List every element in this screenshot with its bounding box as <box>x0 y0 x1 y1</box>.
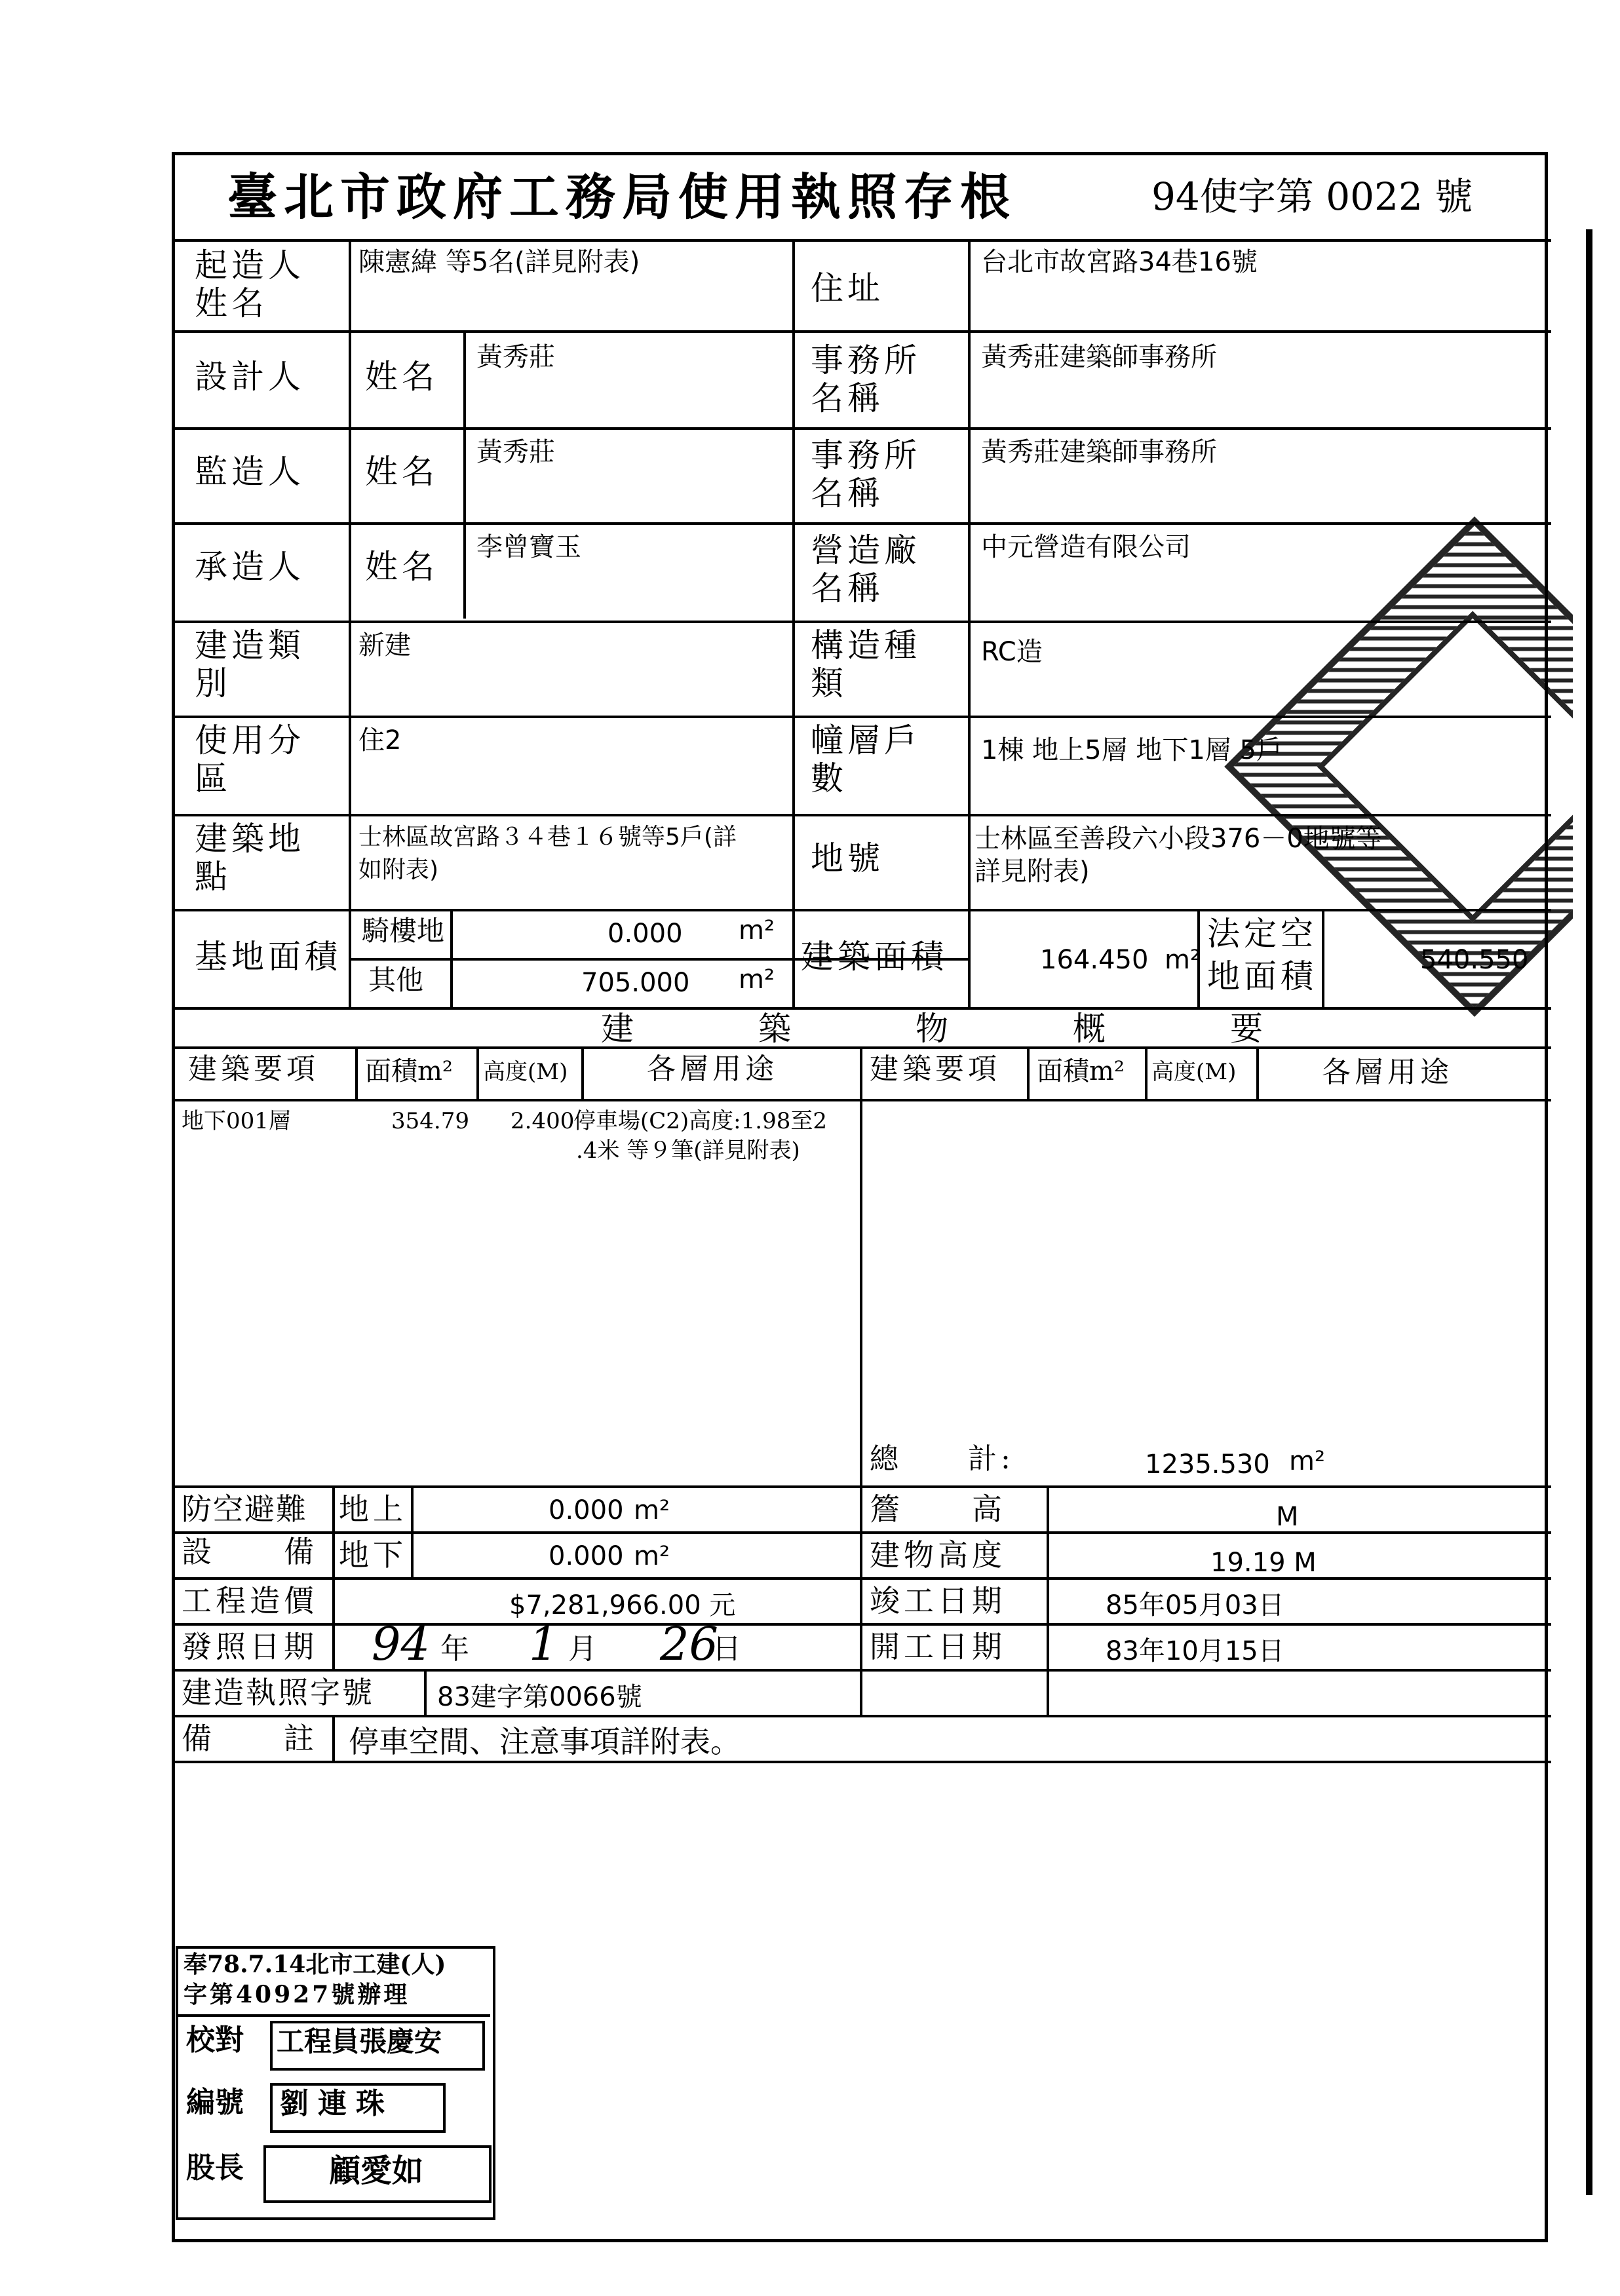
structure-value: RC造 <box>981 637 1043 667</box>
designer-office-label: 事務所名稱 <box>811 341 921 417</box>
other-unit: m² <box>739 965 775 995</box>
arcade-unit: m² <box>739 915 775 946</box>
arcade-value: 0.000 <box>608 919 683 949</box>
zoning-label: 使用分區 <box>195 721 305 797</box>
address-label: 住址 <box>811 269 884 307</box>
stamp-line-2: 字第40927號辦理 <box>183 1981 410 2008</box>
supervisor-label: 監造人 <box>195 453 305 491</box>
chief-value: 顧愛如 <box>329 2152 424 2189</box>
check-label: 校對 <box>186 2023 244 2057</box>
col-area-left: 面積m² <box>365 1056 453 1086</box>
col-item-left: 建築要項 <box>188 1052 319 1086</box>
floors-value: 1棟 地上5層 地下1層 5戶 <box>981 735 1282 765</box>
contractor-company-label: 營造廠名稱 <box>811 531 921 607</box>
building-area: 164.450 <box>1040 945 1149 975</box>
build-type-label: 建造類別 <box>195 626 305 702</box>
code-label: 編號 <box>186 2086 244 2119</box>
start-label: 開工日期 <box>870 1629 1006 1664</box>
total-label: 總 計: <box>870 1442 1014 1476</box>
permit-number: 94使字第 0022 號 <box>1151 174 1473 219</box>
issue-day: 26 <box>660 1617 719 1671</box>
lot-label: 地號 <box>811 839 884 877</box>
col-area-right: 面積m² <box>1037 1056 1125 1086</box>
build-type-value: 新建 <box>358 630 411 660</box>
start-value: 83年10月15日 <box>1106 1636 1284 1666</box>
chief-label: 股長 <box>186 2151 244 2185</box>
open-space-label-2: 地面積 <box>1207 957 1317 995</box>
other-value: 705.000 <box>581 968 690 998</box>
row-height: 2.400 <box>511 1108 575 1134</box>
total-value: 1235.530 <box>1145 1449 1270 1480</box>
location-value-1: 士林區故宮路３４巷１６號等5戶(詳 <box>358 824 737 851</box>
structure-label: 構造種類 <box>811 626 921 702</box>
shelter-below: 0.000 <box>549 1541 624 1571</box>
shelter-above-unit: m² <box>634 1495 670 1525</box>
remarks-value: 停車空間、注意事項詳附表。 <box>349 1724 741 1759</box>
col-height-left: 高度(M) <box>483 1059 568 1085</box>
contractor-label: 承造人 <box>195 548 305 586</box>
completion-label: 竣工日期 <box>870 1583 1006 1618</box>
designer-office: 黃秀莊建築師事務所 <box>981 342 1217 372</box>
eaves-label: 簷 高 <box>870 1491 1006 1527</box>
designer-label: 設計人 <box>195 358 305 396</box>
shelter-below-label: 地下 <box>339 1537 407 1573</box>
shelter-label-2: 設 備 <box>182 1534 318 1569</box>
issue-year: 94 <box>372 1617 431 1671</box>
arcade-label: 騎樓地 <box>362 915 445 947</box>
address-value: 台北市故宮路34巷16號 <box>981 247 1258 277</box>
issue-label: 發照日期 <box>182 1629 318 1664</box>
cost-value: $7,281,966.00 元 <box>509 1590 736 1620</box>
shelter-below-unit: m² <box>634 1541 670 1571</box>
issue-month-suffix: 月 <box>568 1632 597 1666</box>
issue-month: 1 <box>529 1617 558 1671</box>
stamp-line-1: 奉78.7.14北市工建(人) <box>183 1951 446 1978</box>
height-label: 建物高度 <box>870 1537 1006 1573</box>
floors-label: 幢層戶數 <box>811 721 921 797</box>
row-item: 地下001層 <box>182 1108 291 1134</box>
total-unit: m² <box>1289 1446 1325 1476</box>
supervisor-name-label: 姓名 <box>365 453 438 491</box>
owner-label: 起造人姓名 <box>195 246 305 322</box>
issue-day-suffix: 日 <box>712 1632 741 1666</box>
designer-name: 黃秀莊 <box>476 342 555 372</box>
issue-year-suffix: 年 <box>440 1632 469 1666</box>
row-use-2: .4米 等９筆(詳見附表) <box>576 1138 800 1164</box>
lot-value-2: 詳見附表) <box>974 856 1090 887</box>
open-space-value: 540.550 <box>1420 945 1529 975</box>
lot-value-1: 士林區至善段六小段376－0地號等 <box>974 824 1382 854</box>
building-area-unit: m² <box>1165 945 1201 975</box>
form-title: 臺北市政府工務局使用執照存根 <box>227 168 1016 226</box>
height-value: 19.19 M <box>1210 1548 1317 1578</box>
supervisor-office: 黃秀莊建築師事務所 <box>981 437 1217 467</box>
site-area-label: 基地面積 <box>195 938 341 976</box>
location-label: 建築地點 <box>195 820 305 896</box>
row-use-1: 停車場(C2)高度:1.98至2 <box>573 1108 827 1134</box>
owner-value: 陳憲緯 等5名(詳見附表) <box>358 247 640 277</box>
other-label: 其他 <box>368 964 424 996</box>
zoning-value: 住2 <box>358 725 402 756</box>
supervisor-name: 黃秀莊 <box>476 437 555 467</box>
eaves-value: M <box>1276 1502 1299 1532</box>
permit-form <box>172 152 1548 2242</box>
remarks-label: 備 註 <box>182 1721 318 1756</box>
col-use-left: 各層用途 <box>647 1052 778 1086</box>
col-height-right: 高度(M) <box>1151 1059 1237 1085</box>
shelter-label-1: 防空避難 <box>182 1491 307 1527</box>
open-space-label-1: 法定空 <box>1207 915 1317 953</box>
summary-heading: 建 築 物 概 要 <box>601 1010 1282 1048</box>
contractor-name-label: 姓名 <box>365 548 438 586</box>
code-value: 劉連珠 <box>280 2087 394 2120</box>
row-area: 354.79 <box>391 1108 469 1134</box>
col-item-right: 建築要項 <box>870 1052 1001 1086</box>
shelter-above-label: 地上 <box>339 1491 407 1527</box>
approval-stamp <box>176 1946 495 2220</box>
location-value-2: 如附表) <box>358 856 439 883</box>
shelter-above: 0.000 <box>549 1495 624 1525</box>
cost-label: 工程造價 <box>182 1583 318 1618</box>
check-value: 工程員張慶安 <box>277 2025 442 2057</box>
contractor-company: 中元營造有限公司 <box>981 532 1191 562</box>
permit-ref-value: 83建字第0066號 <box>437 1682 642 1712</box>
designer-name-label: 姓名 <box>365 358 438 396</box>
completion-value: 85年05月03日 <box>1106 1590 1284 1620</box>
supervisor-office-label: 事務所名稱 <box>811 436 921 512</box>
col-use-right: 各層用途 <box>1322 1056 1453 1089</box>
page-edge-bleed <box>1573 229 1620 2195</box>
building-area-label: 建築面積 <box>801 938 948 976</box>
permit-ref-label: 建造執照字號 <box>182 1675 374 1710</box>
contractor-name: 李曾寶玉 <box>476 532 581 562</box>
